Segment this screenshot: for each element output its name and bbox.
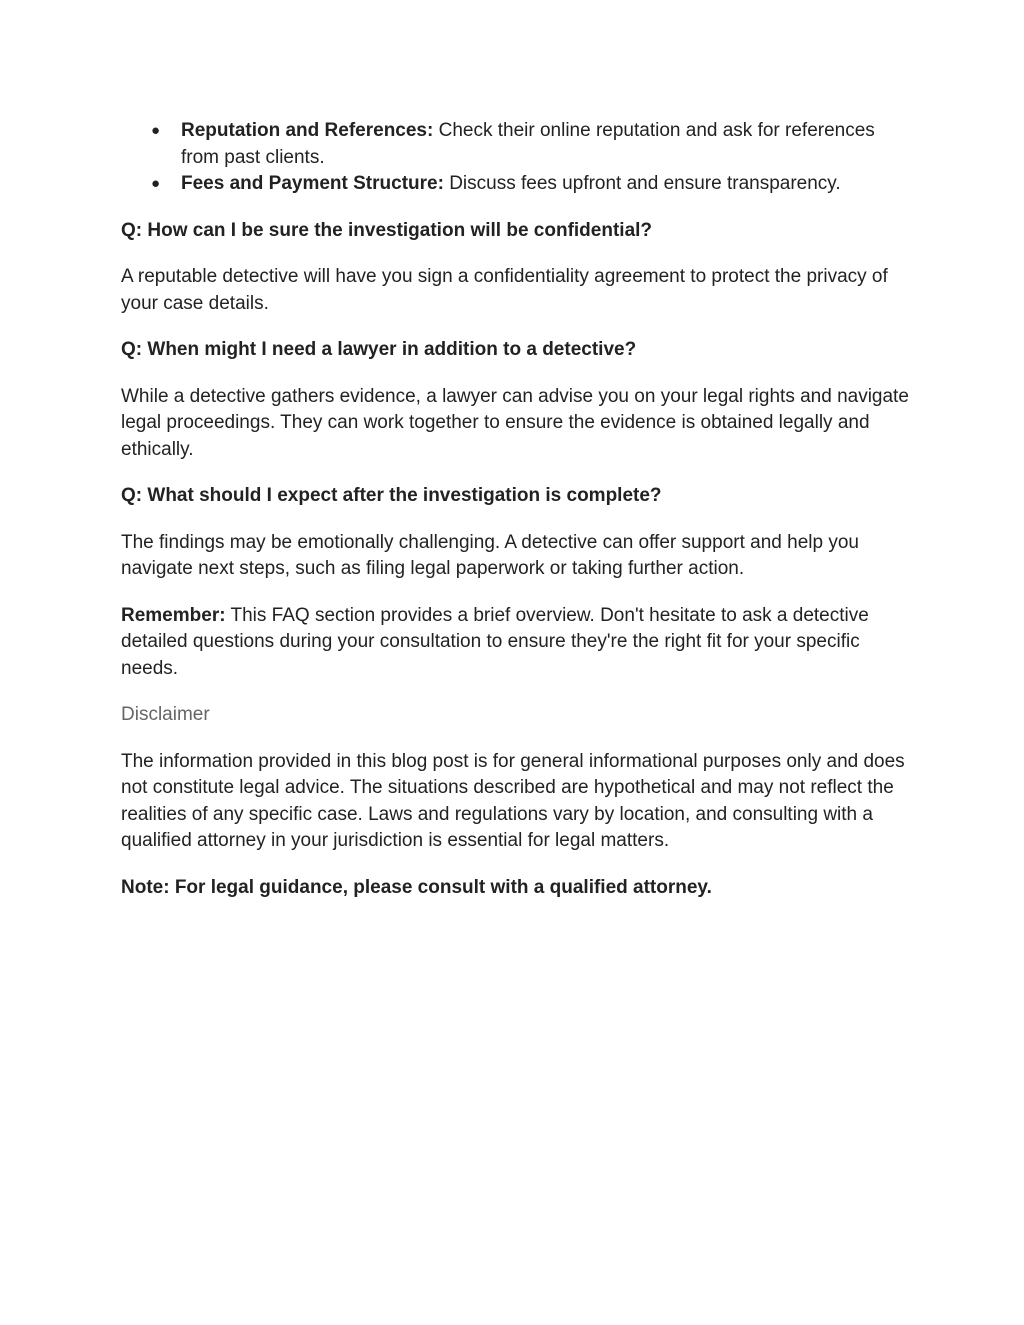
faq-question: Q: What should I expect after the investigation is complete? <box>121 485 662 506</box>
disclaimer-heading: Disclaimer <box>121 704 210 725</box>
faq-answer: The findings may be emotionally challenging. A detective can offer support and help you navigate next steps, such as filing legal paperwork or taking further action. <box>121 531 859 579</box>
faq-question: Q: When might I need a lawyer in addition to a detective? <box>121 339 637 360</box>
remember-paragraph <box>121 603 911 683</box>
list-item <box>121 171 911 198</box>
faq-question: Q: How can I be sure the investigation will be confidential? <box>121 219 653 241</box>
legal-note: Note: For legal guidance, please consult with a qualified attorney. <box>121 876 712 898</box>
remember-text: This FAQ section provides a brief overview. Don't hesitate to ask a detective detailed questions during your consultation to ensure they're the right fit for your specific needs. <box>121 604 869 679</box>
disclaimer-text: The information provided in this blog post is for general informational purposes only and does not constitute legal advice. The situations described are hypothetical and may not reflect the realities of any specific case. Laws and regulations vary by location, and consulting with a qualified attorney in your jurisdiction is essential for legal matters. <box>121 750 905 851</box>
faq-answer: A reputable detective will have you sign a confidentiality agreement to protect the privacy of your case details. <box>121 266 888 314</box>
bullet-text: Check their online reputation and ask for references from past clients. <box>181 120 875 168</box>
bullet-text: Discuss fees upfront and ensure transparency. <box>443 173 841 194</box>
remember-label: Remember: <box>121 604 226 626</box>
bullet-icon: ● <box>151 175 161 192</box>
faq-answer: While a detective gathers evidence, a lawyer can advise you on your legal rights and navigate legal proceedings. They can work together to ensure the evidence is obtained legally and ethically. <box>121 385 909 460</box>
bullet-label: Fees and Payment Structure: <box>181 173 444 194</box>
bullet-icon: ● <box>151 122 161 139</box>
bullet-label: Reputation and References: <box>181 120 434 141</box>
criteria-list <box>121 118 911 198</box>
list-item <box>121 118 911 171</box>
document-page <box>121 118 911 921</box>
